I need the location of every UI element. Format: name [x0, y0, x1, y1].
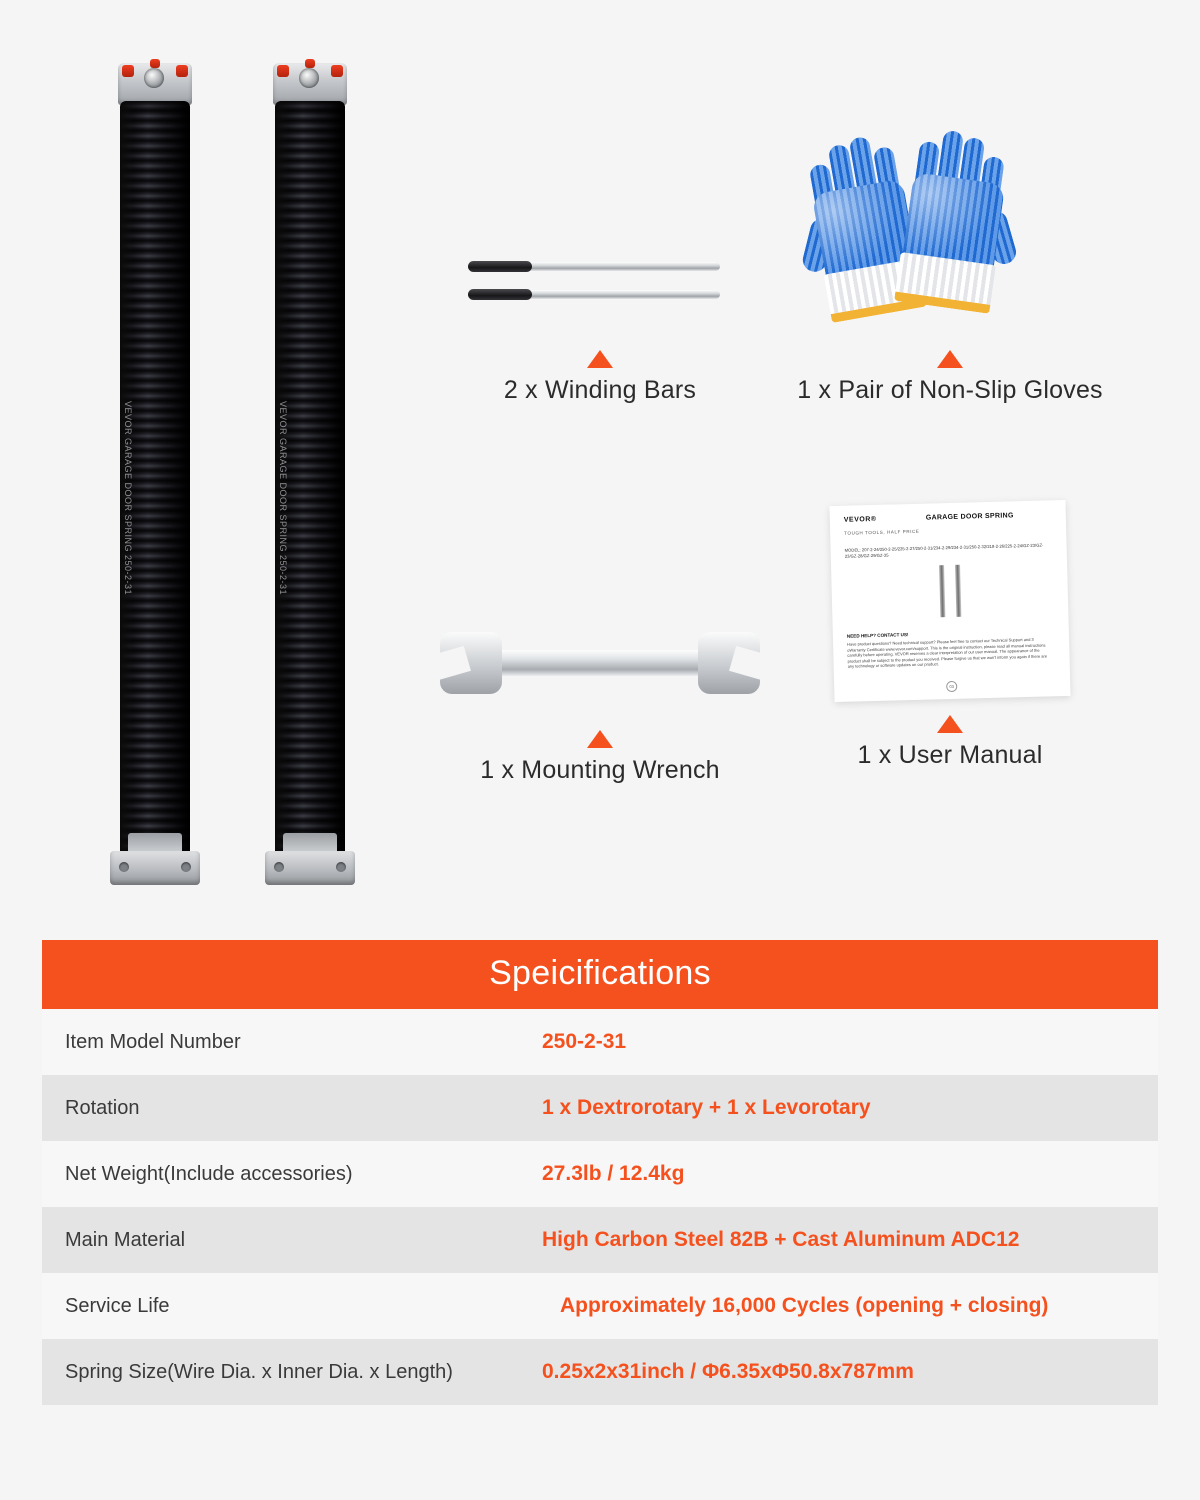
manual-page-number: 03	[946, 681, 957, 692]
registered-mark: ®	[870, 515, 877, 524]
winding-cone-icon	[273, 63, 347, 105]
table-row	[42, 1009, 1158, 1075]
pointer-arrow-icon	[587, 730, 613, 748]
accessory-caption: 1 x User Manual	[857, 741, 1043, 769]
spring-print-label: VEVOR GARAGE DOOR SPRING 250-2-31	[123, 401, 133, 596]
non-slip-gloves-icon	[790, 120, 1110, 350]
spec-value: 250-2-31	[542, 1030, 627, 1053]
spec-value: High Carbon Steel 82B + Cast Aluminum ADC12	[542, 1228, 1020, 1251]
accessory-caption: 2 x Winding Bars	[503, 376, 697, 404]
spec-key: Main Material	[65, 1228, 186, 1251]
manual-models-list: 207-2-24/250-2-25/225-2-27/250-2-31/234-2-29/234-2-31/250-2-32/218-2-26/225-2-24/GZ-23/GZ-23/GZ-28/GZ-29/GZ-35	[844, 542, 1044, 559]
spring-print-label: VEVOR GARAGE DOOR SPRING 250-2-31	[278, 401, 288, 596]
accessory-caption: 1 x Pair of Non-Slip Gloves	[797, 376, 1103, 404]
manual-contact-body: Have product questions? Need technical support? Please feel free to contact our Technical Support and 3 oWarranty Certificate www.vevor.com/support. This is the original instruction, please read all manual instructions carefully before operating. VEVOR reserves a clear interpretation of our user manual. The appearance of the product shall be subject to the product you received. Please forgive us that we won't inform you again if there are any technology or software updates on our product.	[847, 636, 1048, 670]
spec-key: Spring Size(Wire Dia. x Inner Dia. x Length)	[65, 1360, 453, 1383]
spring-mount-plate	[110, 851, 200, 885]
spec-key: Service Life	[65, 1294, 170, 1317]
table-row	[42, 1273, 1158, 1339]
table-row	[42, 1141, 1158, 1207]
winding-bars-icon	[440, 240, 760, 350]
spec-value: 27.3lb / 12.4kg	[542, 1162, 685, 1185]
spec-key: Net Weight(Include accessories)	[65, 1162, 353, 1185]
specifications-table	[42, 940, 1158, 1405]
manual-title: GARAGE DOOR SPRING	[925, 512, 1014, 522]
pointer-arrow-icon	[587, 350, 613, 368]
table-row	[42, 1207, 1158, 1273]
accessory-gloves	[790, 120, 1110, 405]
spec-value: 0.25x2x31inch / Φ6.35xΦ50.8x787mm	[542, 1360, 914, 1383]
accessory-user-manual	[790, 495, 1110, 770]
torsion-springs-group	[95, 55, 425, 895]
table-row	[42, 1339, 1158, 1405]
manual-sheet	[829, 500, 1070, 702]
manual-figure-icon	[929, 564, 972, 617]
spec-value: Approximately 16,000 Cycles (opening + closing)	[560, 1294, 1049, 1317]
accessory-winding-bars	[440, 240, 760, 405]
spring-coil-body	[120, 101, 190, 871]
accessory-mounting-wrench	[440, 610, 760, 785]
manual-brand-text: VEVOR	[843, 516, 871, 524]
manual-models-label: MODEL:	[844, 547, 861, 553]
user-manual-icon	[790, 495, 1110, 715]
spring-mount-plate	[265, 851, 355, 885]
winding-cone-icon	[118, 63, 192, 105]
spec-key: Item Model Number	[65, 1030, 241, 1053]
pointer-arrow-icon	[937, 715, 963, 733]
torsion-spring-left	[110, 55, 200, 885]
accessory-caption: 1 x Mounting Wrench	[480, 756, 720, 784]
pointer-arrow-icon	[937, 350, 963, 368]
spec-value: 1 x Dextrorotary + 1 x Levorotary	[542, 1096, 871, 1119]
specifications-title: Speicifications	[42, 940, 1158, 1009]
mounting-wrench-icon	[440, 610, 760, 730]
manual-models	[845, 543, 1045, 560]
table-row	[42, 1075, 1158, 1141]
spec-key: Rotation	[65, 1096, 140, 1119]
manual-tagline: TOUGH TOOLS, HALF PRICE	[844, 528, 920, 536]
manual-contact-heading: NEED HELP? CONTACT US!	[846, 632, 909, 639]
spring-coil-body	[275, 101, 345, 871]
torsion-spring-right	[265, 55, 355, 885]
